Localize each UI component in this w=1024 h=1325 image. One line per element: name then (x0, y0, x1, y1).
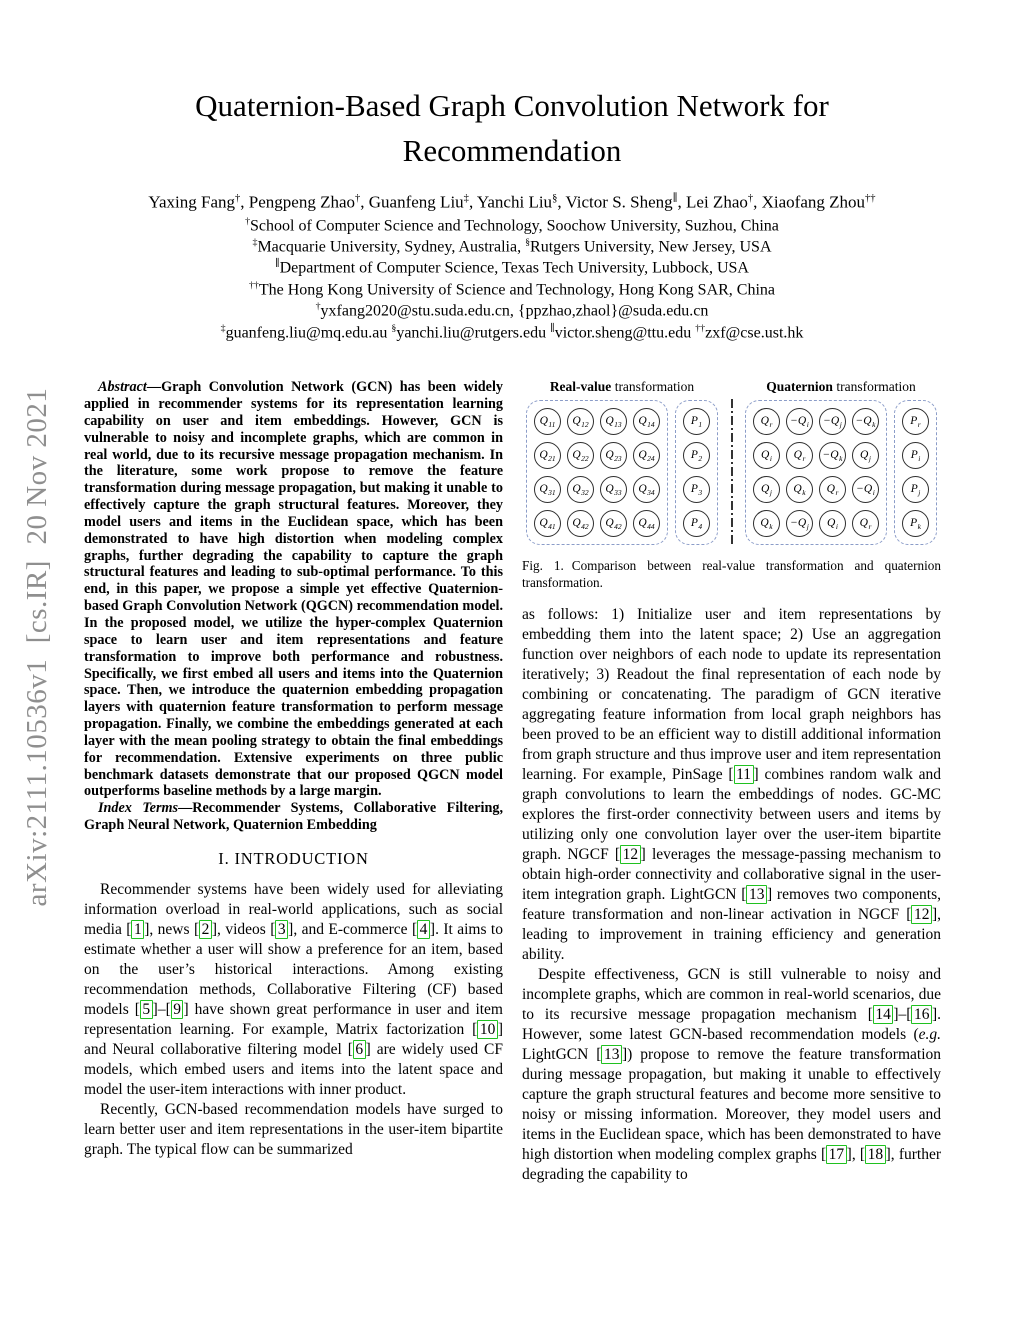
matrix-cell: Q $_k$ (786, 476, 813, 503)
figure-1-caption-label: Fig. 1. (522, 558, 564, 574)
section-heading-introduction: I. INTRODUCTION (218, 848, 369, 868)
real-value-title-rest: transformation (611, 379, 695, 395)
affiliation-mark: † (245, 215, 251, 227)
affiliation-mark: † (315, 301, 321, 313)
matrix-cell: Q $_{42}$ (567, 510, 594, 537)
matrix-cell: P $_k$ (902, 510, 929, 537)
author-name: Lei Zhao (686, 192, 748, 212)
author-mark: † (747, 192, 754, 204)
matrix-cell: − Q $_j$ (786, 510, 813, 537)
citation-link[interactable]: 13 (601, 1045, 622, 1064)
matrix-cell: Q $_{44}$ (633, 510, 660, 537)
author-name: Yaxing Fang (148, 192, 236, 212)
affiliation-line (0, 236, 1024, 257)
matrix-cell: − Q $_i$ (852, 476, 879, 503)
citation-link[interactable]: 5 (140, 1000, 153, 1019)
matrix-cell: Q $_i$ (753, 442, 780, 469)
author-name: Xiaofang Zhou (761, 192, 866, 212)
affiliation-mark: †† (248, 279, 259, 291)
matrix-cell: P $_i$ (902, 442, 929, 469)
matrix-cell: Q $_{24}$ (633, 442, 660, 469)
citation-link[interactable]: 10 (477, 1020, 498, 1039)
affiliation-line (0, 279, 1024, 300)
paper-title-line1: Quaternion-Based Graph Convolution Network for (195, 88, 829, 123)
affiliations (0, 215, 1024, 344)
right-column (522, 379, 941, 1185)
matrix-cell: Q $_{23}$ (600, 442, 627, 469)
affiliation-mark: ‡ (220, 322, 226, 334)
matrix-cell: Q $_j$ (852, 442, 879, 469)
figure-divider-line (731, 399, 733, 547)
author-name: Pengpeng Zhao (248, 192, 356, 212)
author-mark: † (235, 192, 241, 204)
index-terms-paragraph (84, 800, 503, 834)
citation-link[interactable]: 2 (199, 920, 212, 939)
figure-1-diagram (522, 379, 941, 547)
matrix-cell: Q $_{34}$ (633, 476, 660, 503)
author-name: Victor S. Sheng (565, 192, 673, 212)
real-value-group (526, 379, 718, 545)
author-name: Guanfeng Liu (368, 192, 464, 212)
citation-link[interactable]: 18 (865, 1145, 886, 1164)
matrix-cell: Q $_{31}$ (534, 476, 561, 503)
index-terms-dash: — (178, 800, 193, 817)
abstract-text: Graph Convolution Network (GCN) has been widely applied in recommender systems for its representation learning capability on user and item embeddings. However, GCN is vulnerable to noisy and incomplete graphs, which are common in real world, due to its recursive message propagation mechanism. In the literature, some work propose to remove the feature transformation during message propagation, but making it unable to effectively capture the graph structural features. Moreover, they model users and items in the Euclidean space, which has been demonstrated to have high distortion when modeling complex graphs, further degrading the capability to capture the graph structural features and leading to sub-optimal performance. To this end, in this paper, we propose a simple yet effective Quaternion-based Graph Convolution Network (QGCN) recommendation model. In the proposed model, we utilize the hyper-complex Quaternion space to learn user and item representations and feature transformation to improve both performance and robustness. Specifically, we first embed all users and items into the Quaternion space. Then, we introduce the quaternion embedding propagation layers with quaternion feature transformation to perform message propagation. Finally, we combine the embeddings generated at each layer with the mean pooling strategy to obtain the final embeddings for recommendation. Extensive experiments on three public benchmark datasets demonstrate that our proposed QGCN model outperforms baseline methods by a large margin. (84, 379, 503, 800)
abstract-label: Abstract (98, 379, 147, 396)
affiliation-line (0, 215, 1024, 236)
author-mark: † (355, 192, 361, 204)
citation-link[interactable]: 12 (911, 905, 932, 924)
figure-1-caption (522, 558, 941, 592)
author-mark: § (552, 192, 558, 204)
matrix-cell: Q $_{12}$ (567, 408, 594, 435)
quaternion-title-bold: Quaternion (766, 379, 833, 395)
affiliation-line (0, 322, 1024, 343)
matrix-cell: P $_4$ (683, 510, 710, 537)
citation-link[interactable]: 13 (746, 885, 767, 904)
affiliation-text: victor.sheng@ttu.edu (554, 324, 696, 342)
affiliation-mark: ‡ (252, 236, 258, 248)
matrix-cell: − Q $_k$ (819, 442, 846, 469)
matrix-cell: P $_r$ (902, 408, 929, 435)
citation-link[interactable]: 1 (131, 920, 144, 939)
real-value-title (526, 379, 718, 395)
matrix-cell: Q $_{11}$ (534, 408, 561, 435)
citation-link[interactable]: 6 (353, 1040, 366, 1059)
index-terms-text: Recommender Systems, Collaborative Filtering, Graph Neural Network, Quaternion Embedding (84, 800, 503, 834)
matrix-cell: Q $_r$ (819, 476, 846, 503)
index-terms-label: Index Terms (98, 800, 179, 817)
two-column-body (84, 379, 941, 1185)
affiliation-line (0, 257, 1024, 278)
matrix-cell: P $_2$ (683, 442, 710, 469)
author-line: Yaxing Fang†, Pengpeng Zhao†, Guanfeng Liu‡, Yanchi Liu§, Victor S. Sheng∥, Lei Zhao†, Xiaofang Zhou†† (148, 192, 876, 212)
paper-title-line2: Recommendation (402, 132, 622, 168)
matrix-cell: − Q $_i$ (786, 408, 813, 435)
matrix-cell: Q $_{22}$ (567, 442, 594, 469)
real-value-matrix (526, 400, 668, 545)
affiliation-mark: ∥ (275, 258, 280, 270)
citation-link[interactable]: 3 (275, 920, 288, 939)
citation-link[interactable]: 9 (171, 1000, 184, 1019)
quaternion-matrix (745, 400, 887, 545)
matrix-cell: Q $_r$ (786, 442, 813, 469)
header (0, 0, 1024, 343)
matrix-cell: P $_3$ (683, 476, 710, 503)
affiliation-text: guanfeng.liu@mq.edu.au (225, 324, 392, 342)
affiliation-mark: †† (695, 322, 706, 334)
affiliation-text: Rutgers University, New Jersey, USA (530, 238, 772, 256)
matrix-cell: Q $_r$ (753, 408, 780, 435)
author-mark: ‡ (463, 192, 469, 204)
matrix-cell: − Q $_j$ (819, 408, 846, 435)
quaternion-vector (894, 400, 937, 545)
affiliation-text: yxfang2020@stu.suda.edu.cn, {ppzhao,zhaol}@suda.edu.cn (320, 302, 709, 320)
author-name: Yanchi Liu (476, 192, 553, 212)
affiliation-text: Macquarie University, Sydney, Australia, (257, 238, 526, 256)
matrix-cell: Q $_k$ (753, 510, 780, 537)
affiliation-text: Department of Computer Science, Texas Tech University, Lubbock, USA (279, 259, 749, 277)
citation-link[interactable]: 14 (873, 1005, 894, 1024)
citation-link[interactable]: 16 (911, 1005, 932, 1024)
affiliation-text: yanchi.liu@rutgers.edu (396, 324, 551, 342)
affiliation-text: School of Computer Science and Technology, Soochow University, Suzhou, China (250, 216, 779, 234)
author-mark: †† (865, 192, 876, 204)
intro-paragraph-2: Recently, GCN-based recommendation models have surged to learn better user and item representations in the user-item bipartite graph. The typical flow can be summarized (84, 1100, 503, 1158)
matrix-cell: Q $_{42}$ (600, 510, 627, 537)
citation-link[interactable]: 17 (826, 1145, 847, 1164)
matrix-cell: Q $_{33}$ (600, 476, 627, 503)
intro-paragraph-1: Recommender systems have been widely used for alleviating information overload in real-world applications, such as social media [ 1 ], news [ 2 ], videos [ 3 ], and E-commerce [ 4 ]. It aims to estimate whether a user will show a preference for an item, based on the user’s historical interactions. Among existing recommendation methods, Collaborative Filtering (CF) based models [ 5 ]–[ 9 ] have shown great performance in user and item representation learning. For example, Matrix factorization [ 10 ] and Neural collaborative filtering model [ 6 ] are widely used CF models, which embed users and items into the latent space and model the user-item interactions with inner product. (84, 880, 503, 1098)
matrix-cell: Q $_r$ (852, 510, 879, 537)
left-column (84, 379, 503, 1185)
figure-1 (522, 379, 941, 592)
author-mark: ∥ (672, 192, 678, 204)
affiliation-mark: § (525, 236, 531, 248)
right-paragraph-2: Despite effectiveness, GCN is still vulnerable to noisy and incomplete graphs, which are common in real-world scenarios, due to its recursive message propagation mechanism [ 14 ]–[ 16 ]. However, some latest GCN-based recommendation models (e.g. LightGCN [ 13 ]) propose to remove the feature transformation during message propagation, but making it unable to effectively capture the graph structural features and become more sensitive to noisy or missing information. Moreover, they model users and items in the Euclidean space, which has been demonstrated to have high distortion when modeling complex graphs [ 17 ], [ 18 ], further degrading the capability to (522, 965, 942, 1183)
paper-title (0, 84, 1024, 174)
real-value-title-bold: Real-value (549, 379, 612, 395)
citation-link[interactable]: 4 (417, 920, 430, 939)
affiliation-line (0, 300, 1024, 321)
abstract-paragraph (84, 379, 503, 800)
matrix-cell: Q $_{21}$ (534, 442, 561, 469)
citation-link[interactable]: 11 (734, 765, 754, 784)
matrix-cell: Q $_{13}$ (600, 408, 627, 435)
abstract-dash: — (146, 379, 162, 396)
quaternion-title (745, 379, 937, 395)
matrix-cell: P $_j$ (902, 476, 929, 503)
real-value-vector (675, 400, 718, 545)
affiliation-mark: § (391, 322, 397, 334)
figure-1-caption-text: Comparison between real-value transformation and quaternion transformation. (522, 558, 941, 591)
right-paragraph-1: as follows: 1) Initialize user and item representations by embedding them into the latent space; 2) Use an aggregation function over neighbors of each node to update its representation iteratively; 3) Readout the final representation of each node by combining or concatenating. The paradigm of GCN iterative aggregating feature information from local graph neighbors has been proved to be an efficient way to distill additional information from graph structure and thus improve user and item representation learning. For example, PinSage [ 11 ] combines random walk and graph convolutions to learn the embeddings of nodes. GC-MC explores the first-order connectivity between users and items by utilizing only one convolution layer over the user-item bipartite graph. NGCF [ 12 ] leverages the message-passing mechanism to obtain high-order connectivity and collaborative signal in the user-item integration graph. LightGCN [ 13 ] removes two components, feature transformation and non-linear activation in NGCF [ 12 ], leading to improvement in training efficiency and generation ability. (522, 605, 942, 963)
matrix-cell: P $_1$ (683, 408, 710, 435)
arxiv-watermark: arXiv:2111.10536v1 [cs.IR] 20 Nov 2021 (21, 387, 53, 907)
matrix-cell: Q $_{41}$ (534, 510, 561, 537)
matrix-cell: Q $_{14}$ (633, 408, 660, 435)
affiliation-text: The Hong Kong University of Science and Technology, Hong Kong SAR, China (258, 281, 776, 299)
affiliation-text: zxf@cse.ust.hk (705, 324, 804, 342)
quaternion-group (745, 379, 937, 545)
matrix-cell: − Q $_k$ (852, 408, 879, 435)
matrix-cell: Q $_j$ (753, 476, 780, 503)
affiliation-mark: ∥ (550, 322, 555, 334)
citation-link[interactable]: 12 (620, 845, 641, 864)
quaternion-title-rest: transformation (832, 379, 916, 395)
matrix-cell: Q $_{32}$ (567, 476, 594, 503)
matrix-cell: Q $_i$ (819, 510, 846, 537)
